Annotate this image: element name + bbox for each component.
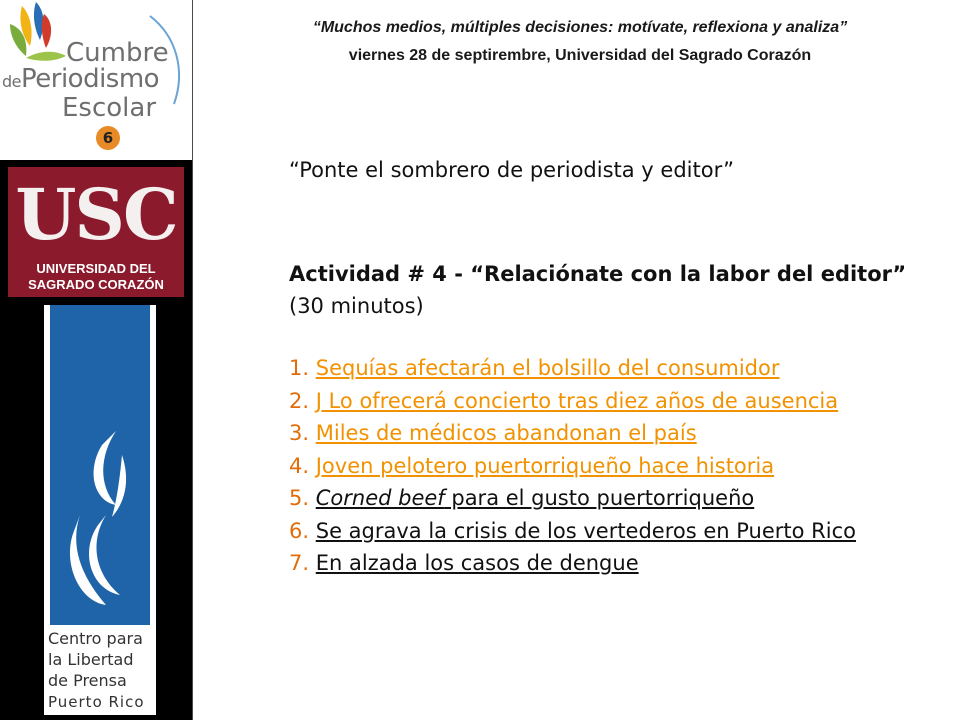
- item-number: 2.: [289, 388, 310, 413]
- item-number: 5.: [289, 486, 310, 510]
- article-link[interactable]: En alzada los casos de dengue: [315, 551, 639, 575]
- list-item: [289, 482, 856, 515]
- cumbre-logo: [0, 0, 192, 160]
- article-link[interactable]: Joven pelotero puertorriqueño hace historia: [315, 453, 775, 478]
- usc-name-line2: SAGRADO CORAZÓN: [28, 277, 164, 292]
- centro-line1: Centro para: [48, 629, 143, 648]
- item-number: 3.: [289, 421, 310, 445]
- item-number: 7.: [289, 551, 310, 575]
- article-link[interactable]: Miles de médicos abandonan el país: [315, 421, 697, 445]
- activity-title: Actividad # 4 - “Relaciónate con la labor del editor”: [289, 262, 907, 286]
- centro-logo: [44, 305, 156, 715]
- centro-blue-band: [50, 305, 150, 625]
- item-number: 1.: [289, 356, 310, 380]
- usc-name-line1: UNIVERSIDAD DEL: [36, 261, 156, 276]
- article-link[interactable]: Se agrava la crisis de los vertederos en Puerto Rico: [315, 518, 857, 543]
- article-link[interactable]: Sequías afectarán el bolsillo del consumidor: [315, 356, 780, 380]
- list-item: [289, 450, 856, 483]
- sidebar-divider: [192, 0, 193, 720]
- slide-header: [200, 14, 960, 70]
- article-link[interactable]: J Lo ofrecerá concierto tras diez años de ausencia: [315, 388, 839, 413]
- list-item: [289, 417, 856, 450]
- quill-icon: [50, 305, 150, 625]
- list-item: [289, 385, 856, 418]
- escolar-word: Escolar: [62, 93, 157, 123]
- activity-heading: [289, 258, 929, 322]
- article-link[interactable]: Corned beef para el gusto puertorriqueño: [315, 486, 755, 510]
- list-item: [289, 547, 856, 580]
- edition-number-badge: 6: [96, 126, 120, 150]
- item-number: 4.: [289, 453, 310, 478]
- header-line2: viernes 28 de septirembre, Universidad del Sagrado Corazón: [348, 47, 812, 64]
- item-number: 6.: [289, 518, 310, 543]
- centro-line4: Puerto Rico: [48, 693, 145, 711]
- activity-duration: (30 minutos): [289, 294, 424, 318]
- periodismo-word: dePeriodismo: [2, 64, 160, 94]
- usc-logo: [8, 167, 184, 297]
- cumbre-word: Cumbre: [66, 38, 169, 68]
- list-item: [289, 352, 856, 385]
- centro-line3: de Prensa: [48, 671, 127, 690]
- slide-subtitle: “Ponte el sombrero de periodista y editor”: [289, 158, 734, 182]
- header-line1: “Muchos medios, múltiples decisiones: motívate, reflexiona y analiza”: [312, 19, 848, 36]
- centro-line2: la Libertad: [48, 650, 134, 669]
- article-list: [289, 352, 856, 580]
- centro-text: [48, 629, 145, 713]
- list-item: [289, 515, 856, 548]
- usc-monogram: USC: [15, 173, 177, 256]
